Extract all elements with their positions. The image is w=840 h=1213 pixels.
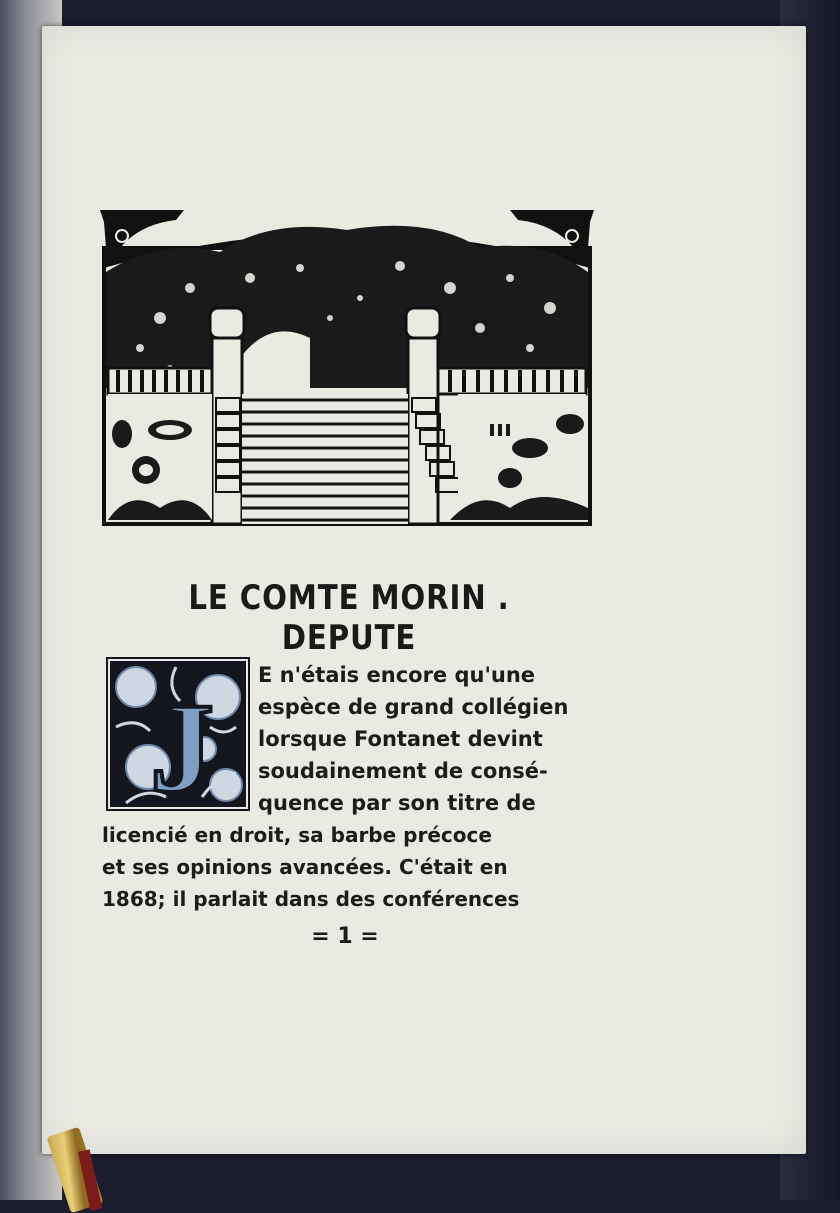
chapter-title: LE COMTE MORIN . DEPUTE <box>188 578 510 658</box>
text-line: et ses opinions avancées. C'était en <box>102 855 508 879</box>
garden-stairs-woodcut <box>100 208 594 528</box>
text-line: E n'étais encore qu'une <box>258 663 536 687</box>
text-line: quence par son titre de <box>258 791 536 815</box>
text-line: espèce de grand collégien <box>258 695 569 719</box>
text-line: licencié en droit, sa barbe précoce <box>102 823 492 847</box>
dropcap-letter: J <box>150 677 214 811</box>
text-line: lorsque Fontanet devint <box>258 727 543 751</box>
illuminated-dropcap <box>106 657 250 811</box>
page-number: = 1 = <box>311 924 379 949</box>
text-line: 1868; il parlait dans des conférences <box>102 887 520 911</box>
text-line: soudainement de consé- <box>258 759 548 783</box>
